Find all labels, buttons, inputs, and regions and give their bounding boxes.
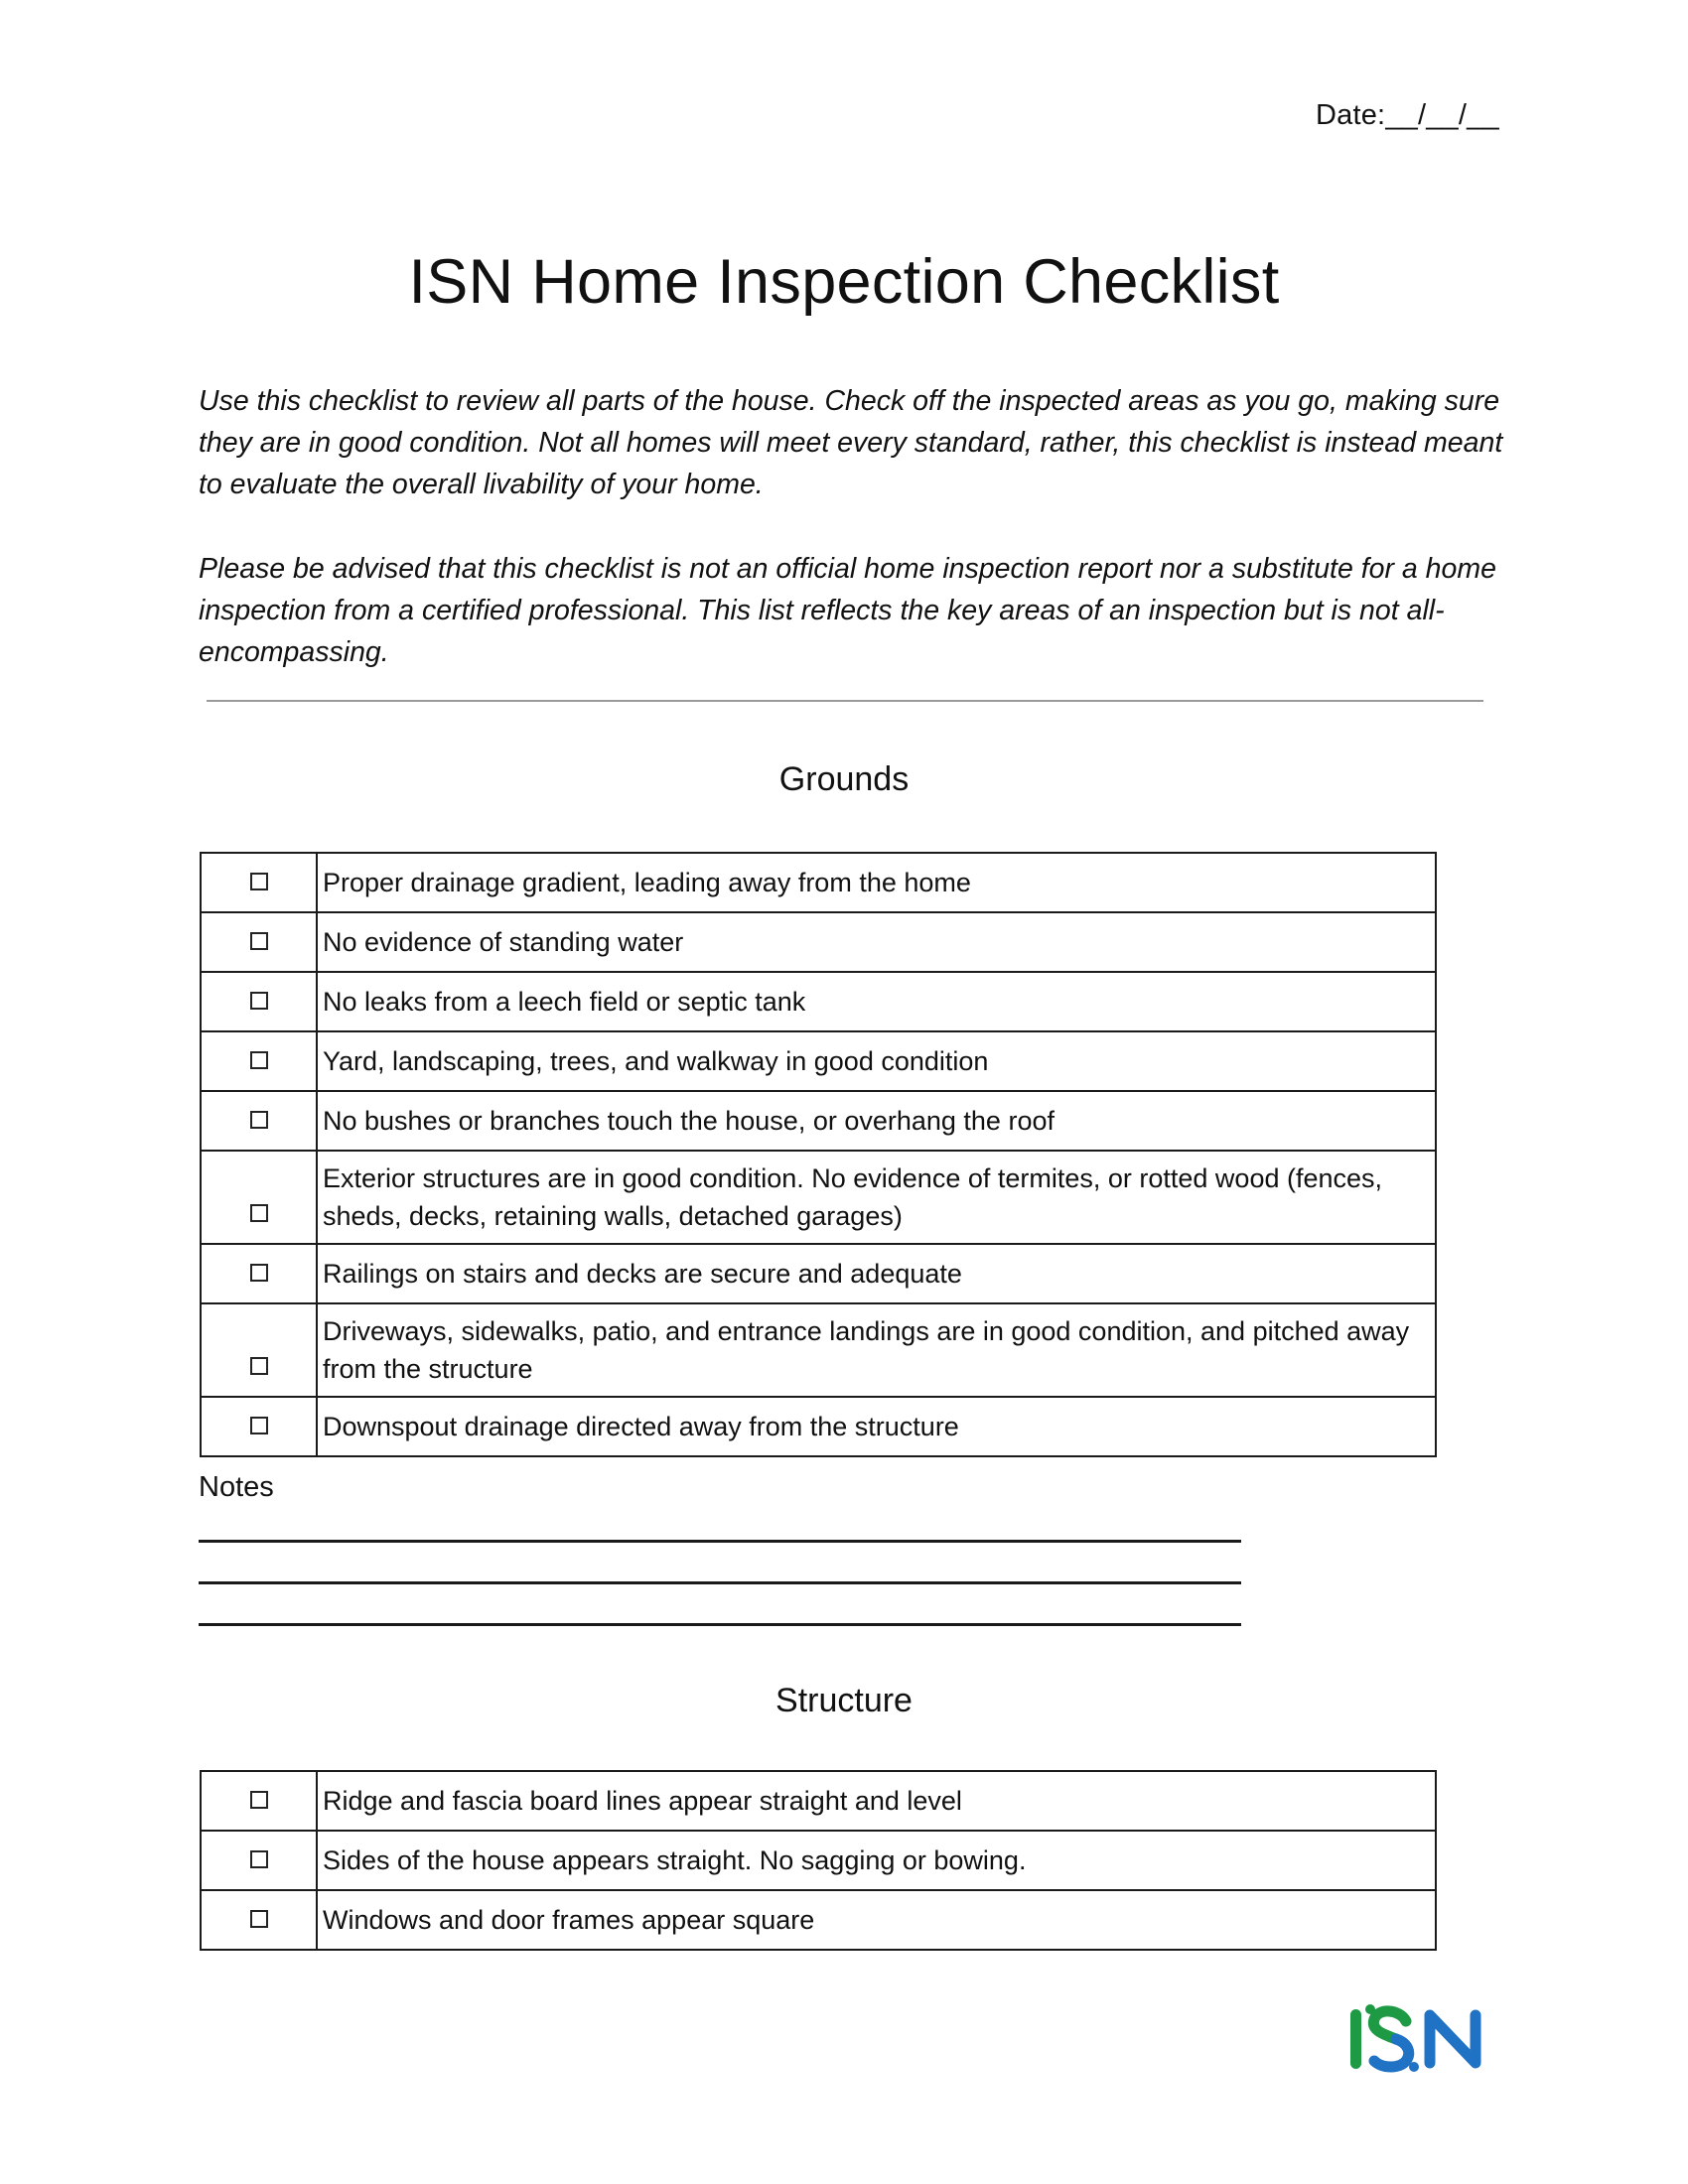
checklist-item-label: Exterior structures are in good condition. No evidence of termites, or rotted wood (fences, sheds, decks, retaining walls, detached garages) — [317, 1151, 1436, 1244]
checklist-item-label: Yard, landscaping, trees, and walkway in good condition — [317, 1031, 1436, 1091]
disclaimer-paragraph: Please be advised that this checklist is not an official home inspection report nor a substitute for a home inspection from a certified professional. This list reflects the key areas of an inspection but is not all-encompassing. — [199, 553, 1496, 668]
checkbox-cell — [201, 972, 317, 1031]
checkbox[interactable] — [250, 873, 268, 890]
checkbox-cell — [201, 1303, 317, 1397]
checkbox[interactable] — [250, 1111, 268, 1129]
checklist-row — [201, 1831, 1436, 1890]
checklist-item-label: Railings on stairs and decks are secure and adequate — [317, 1244, 1436, 1303]
checkbox[interactable] — [250, 1204, 268, 1222]
checklist-row — [201, 1303, 1436, 1397]
section-title-structure: Structure — [775, 1682, 913, 1719]
checklist-item-label: Driveways, sidewalks, patio, and entrance landings are in good condition, and pitched away from the structure — [317, 1303, 1436, 1397]
checklist-row — [201, 853, 1436, 912]
checklist-row — [201, 972, 1436, 1031]
grounds-checklist-table — [200, 852, 1437, 1457]
checkbox-cell — [201, 912, 317, 972]
checklist-row — [201, 1091, 1436, 1151]
checkbox[interactable] — [250, 932, 268, 950]
checkbox[interactable] — [250, 1357, 268, 1375]
checkbox[interactable] — [250, 1850, 268, 1868]
checklist-item-label: Sides of the house appears straight. No sagging or bowing. — [317, 1831, 1436, 1890]
checklist-item-label: Windows and door frames appear square — [317, 1890, 1436, 1950]
checkbox[interactable] — [250, 992, 268, 1010]
checkbox-cell — [201, 1890, 317, 1950]
checklist-item-label: No bushes or branches touch the house, or overhang the roof — [317, 1091, 1436, 1151]
checkbox[interactable] — [250, 1417, 268, 1434]
checkbox-cell — [201, 853, 317, 912]
isn-logo-icon — [1348, 2003, 1487, 2075]
checklist-row — [201, 1031, 1436, 1091]
checkbox-cell — [201, 1244, 317, 1303]
checklist-row — [201, 1244, 1436, 1303]
checkbox[interactable] — [250, 1910, 268, 1928]
page-title: ISN Home Inspection Checklist — [408, 247, 1280, 317]
structure-checklist-table — [200, 1770, 1437, 1951]
checklist-item-label: Ridge and fascia board lines appear straight and level — [317, 1771, 1436, 1831]
notes-line[interactable] — [199, 1540, 1241, 1543]
checkbox-cell — [201, 1091, 317, 1151]
checklist-item-label: No evidence of standing water — [317, 912, 1436, 972]
checklist-item-label: No leaks from a leech field or septic tank — [317, 972, 1436, 1031]
checkbox-cell — [201, 1151, 317, 1244]
checklist-item-label: Downspout drainage directed away from the structure — [317, 1397, 1436, 1456]
checkbox-cell — [201, 1771, 317, 1831]
checkbox[interactable] — [250, 1051, 268, 1069]
checklist-item-label: Proper drainage gradient, leading away from the home — [317, 853, 1436, 912]
checkbox[interactable] — [250, 1264, 268, 1282]
checkbox-cell — [201, 1831, 317, 1890]
date-field[interactable]: Date:__/__/__ — [1316, 99, 1499, 131]
notes-line[interactable] — [199, 1623, 1241, 1626]
section-title-grounds: Grounds — [778, 760, 910, 798]
notes-label: Notes — [199, 1471, 274, 1503]
checkbox-cell — [201, 1031, 317, 1091]
checkbox-cell — [201, 1397, 317, 1456]
checklist-row — [201, 1151, 1436, 1244]
checklist-row — [201, 1397, 1436, 1456]
checklist-row — [201, 1890, 1436, 1950]
notes-line[interactable] — [199, 1581, 1241, 1584]
checkbox[interactable] — [250, 1791, 268, 1809]
intro-paragraph: Use this checklist to review all parts of the house. Check off the inspected areas as you go, making sure they are in good condition. Not all homes will meet every standard, rather, this checklist is instead meant to evaluate the overall livability of your home. — [199, 385, 1503, 500]
checklist-row — [201, 912, 1436, 972]
checklist-row — [201, 1771, 1436, 1831]
divider — [207, 700, 1483, 702]
